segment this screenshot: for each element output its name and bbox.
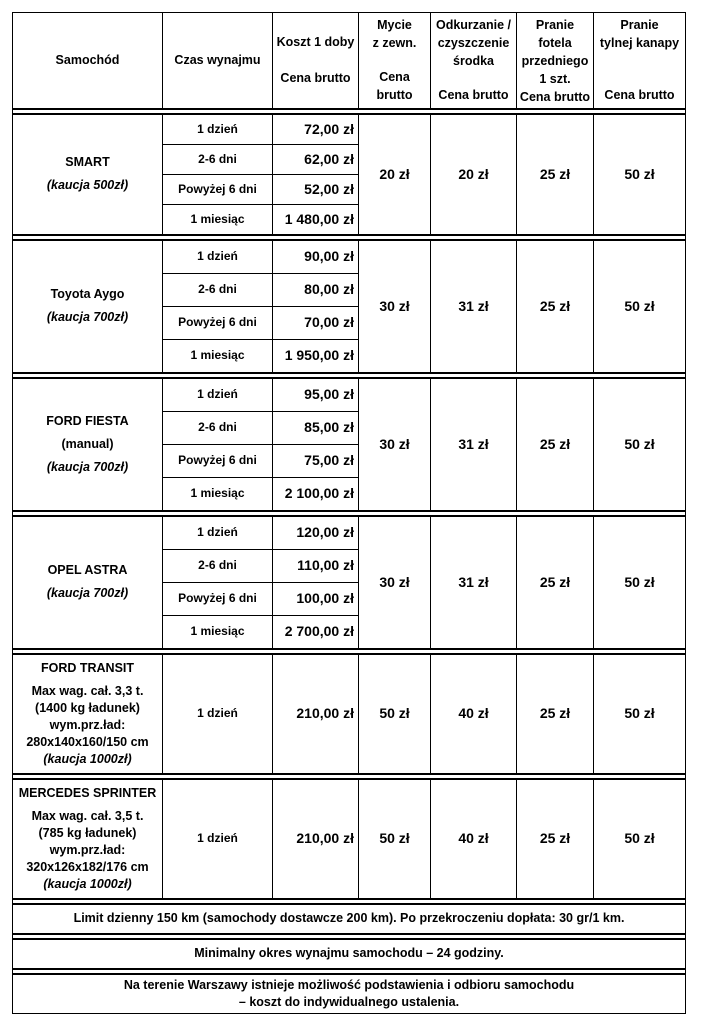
front-price: 25 zł (517, 654, 594, 774)
van-spec-line: (1400 kg ładunek) (35, 700, 140, 715)
front-price: 25 zł (517, 240, 594, 373)
wash-price: 50 zł (359, 779, 431, 899)
car-deposit: (kaucja 700zł) (46, 310, 129, 324)
daily-price: 62,00 zł (273, 144, 359, 174)
rear-price: 50 zł (594, 516, 686, 649)
car-cell (13, 516, 163, 649)
van-spec-line: 280x140x160/150 cm (26, 734, 149, 749)
header-wash (359, 13, 431, 109)
header-vacuum-title: Odkurzanie / czyszczenie środka (435, 18, 512, 69)
price-list (12, 12, 685, 1014)
wash-price: 30 zł (359, 378, 431, 511)
van-cell (13, 654, 163, 774)
rear-price: 50 zł (594, 654, 686, 774)
car-cell (13, 240, 163, 373)
header-rear-sub: Cena brutto (604, 88, 675, 103)
mileage-limit-note (13, 904, 686, 934)
rental-period: 1 miesiąc (163, 615, 273, 649)
vacuum-price: 31 zł (431, 516, 517, 649)
van-spec-line: Max wag. cał. 3,3 t. (31, 683, 144, 698)
car-variant: (manual) (61, 436, 114, 451)
header-rear-seat (594, 13, 686, 109)
vacuum-price: 40 zł (431, 654, 517, 774)
header-cost-title: Koszt 1 doby (276, 35, 355, 50)
rental-period: Powyżej 6 dni (163, 306, 273, 339)
wash-price: 30 zł (359, 240, 431, 373)
rental-price-table (12, 12, 686, 1014)
daily-price: 52,00 zł (273, 174, 359, 204)
rear-price: 50 zł (594, 240, 686, 373)
vacuum-price: 31 zł (431, 378, 517, 511)
rental-period: 1 dzień (163, 654, 273, 774)
daily-price: 2 100,00 zł (273, 477, 359, 511)
daily-price: 110,00 zł (273, 549, 359, 582)
car-name: Toyota Aygo (50, 287, 125, 301)
rear-price: 50 zł (594, 378, 686, 511)
header-cost (273, 13, 359, 109)
mileage-limit-note-text: Limit dzienny 150 km (samochody dostawcze 200 km). Po przekroczeniu dopłata: 30 gr/1 km. (13, 904, 686, 934)
daily-price: 75,00 zł (273, 444, 359, 477)
van-spec-line: 320x126x182/176 cm (26, 859, 149, 874)
header-cost-sub: Cena brutto (280, 71, 351, 86)
van-deposit: (kaucja 1000zł) (43, 751, 132, 766)
car-deposit: (kaucja 700zł) (46, 586, 129, 600)
daily-price: 2 700,00 zł (273, 615, 359, 649)
daily-price: 72,00 zł (273, 114, 359, 145)
header-front-sub: Cena brutto (519, 90, 591, 105)
vacuum-price: 20 zł (431, 114, 517, 235)
car-deposit: (kaucja 500zł) (46, 178, 129, 192)
van-row (13, 779, 686, 899)
car-name: FORD FIESTA (46, 413, 129, 428)
header-wash-title: Mycie z zewn. (372, 18, 417, 51)
car-name: SMART (65, 155, 110, 169)
warsaw-delivery-note (13, 974, 686, 1014)
header-front-seat (517, 13, 594, 109)
vacuum-price: 40 zł (431, 779, 517, 899)
minimum-rental-note (13, 939, 686, 969)
rate-row (13, 378, 686, 412)
front-price: 25 zł (517, 114, 594, 235)
wash-price: 20 zł (359, 114, 431, 235)
rental-period: 2-6 dni (163, 273, 273, 306)
daily-price: 80,00 zł (273, 273, 359, 306)
daily-price: 90,00 zł (273, 240, 359, 274)
daily-price: 210,00 zł (273, 654, 359, 774)
rate-row (13, 516, 686, 550)
rental-period: 1 miesiąc (163, 339, 273, 373)
daily-price: 1 480,00 zł (273, 204, 359, 235)
header-period: Czas wynajmu (163, 13, 273, 109)
rental-period: 1 miesiąc (163, 477, 273, 511)
car-cell (13, 378, 163, 511)
rental-period: 2-6 dni (163, 549, 273, 582)
rate-row (13, 114, 686, 145)
daily-price: 85,00 zł (273, 411, 359, 444)
rear-price: 50 zł (594, 779, 686, 899)
front-price: 25 zł (517, 779, 594, 899)
rental-period: 1 dzień (163, 779, 273, 899)
header-vacuum-sub: Cena brutto (438, 88, 509, 103)
rental-period: 1 miesiąc (163, 204, 273, 235)
daily-price: 100,00 zł (273, 582, 359, 615)
daily-price: 210,00 zł (273, 779, 359, 899)
note-line: Na terenie Warszawy istnieje możliwość podstawienia i odbioru samochodu (123, 977, 575, 992)
rental-period: Powyżej 6 dni (163, 444, 273, 477)
van-spec-line: wym.prz.ład: (49, 717, 126, 732)
rental-period: Powyżej 6 dni (163, 582, 273, 615)
van-spec-line: Max wag. cał. 3,5 t. (31, 808, 144, 823)
wash-price: 50 zł (359, 654, 431, 774)
car-name: OPEL ASTRA (47, 563, 128, 577)
front-price: 25 zł (517, 378, 594, 511)
van-spec-line: wym.prz.ład: (49, 842, 126, 857)
rental-period: Powyżej 6 dni (163, 174, 273, 204)
car-cell (13, 114, 163, 235)
note-line: – koszt do indywidualnego ustalenia. (238, 994, 460, 1009)
warsaw-delivery-note-text (13, 974, 686, 1014)
rear-price: 50 zł (594, 114, 686, 235)
daily-price: 1 950,00 zł (273, 339, 359, 373)
daily-price: 120,00 zł (273, 516, 359, 550)
front-price: 25 zł (517, 516, 594, 649)
rental-period: 2-6 dni (163, 144, 273, 174)
header-front-title: Pranie fotela przedniego 1 szt. (521, 18, 589, 87)
minimum-rental-note-text: Minimalny okres wynajmu samochodu – 24 godziny. (13, 939, 686, 969)
header-wash-sub: Cena brutto (376, 70, 413, 103)
daily-price: 95,00 zł (273, 378, 359, 412)
van-name: MERCEDES SPRINTER (18, 785, 157, 800)
vacuum-price: 31 zł (431, 240, 517, 373)
van-cell (13, 779, 163, 899)
van-deposit: (kaucja 1000zł) (43, 876, 132, 891)
header-row (13, 13, 686, 109)
rental-period: 1 dzień (163, 378, 273, 412)
van-row (13, 654, 686, 774)
rental-period: 1 dzień (163, 114, 273, 145)
wash-price: 30 zł (359, 516, 431, 649)
header-car: Samochód (13, 13, 163, 109)
header-rear-title: Pranie tylnej kanapy (599, 18, 680, 51)
van-name: FORD TRANSIT (40, 660, 135, 675)
rate-row (13, 240, 686, 274)
header-vacuum (431, 13, 517, 109)
van-spec-line: (785 kg ładunek) (38, 825, 137, 840)
car-deposit: (kaucja 700zł) (46, 459, 129, 474)
daily-price: 70,00 zł (273, 306, 359, 339)
rental-period: 1 dzień (163, 240, 273, 274)
rental-period: 1 dzień (163, 516, 273, 550)
rental-period: 2-6 dni (163, 411, 273, 444)
